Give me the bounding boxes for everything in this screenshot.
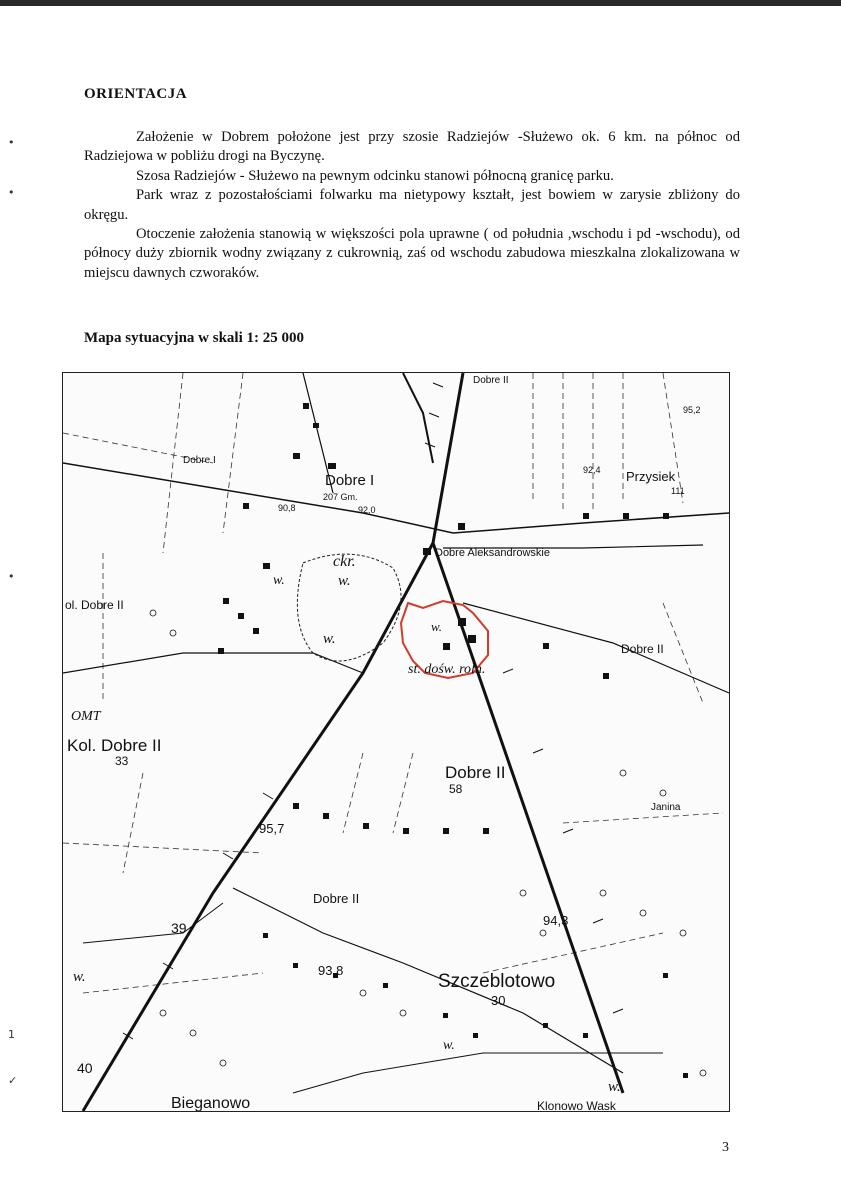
map-label: Dobre II (473, 375, 509, 386)
page-number: 3 (722, 1140, 729, 1155)
map-label: 111 (671, 486, 685, 496)
map-label: Janina (651, 802, 681, 813)
map-label: Bieganowo (171, 1095, 251, 1111)
map-label: Dobre I (325, 472, 375, 489)
map-label: Dobre II (445, 763, 506, 782)
map-label: w. (443, 1038, 455, 1053)
map-label: 33 (115, 754, 129, 768)
margin-mark: • (8, 136, 15, 149)
map-label: 207 Gm. (323, 492, 358, 502)
map-heading: Mapa sytuacyjna w skali 1: 25 000 (84, 330, 305, 346)
paragraph: Park wraz z pozostałościami folwarku ma nietypowy kształt, jest bowiem w zarysie zbliżony do okręgu. (84, 187, 740, 223)
map-drawing (63, 373, 729, 1111)
map-label: Dobre II (313, 891, 360, 906)
paragraph: Szosa Radziejów - Służewo na pewnym odcinku stanowi północną granicę parku. (136, 167, 614, 184)
map-label: 39 (171, 920, 187, 936)
map-label: 92,0 (358, 505, 376, 515)
map-label: OMT (71, 709, 101, 724)
map-label: 90,8 (278, 503, 296, 513)
margin-mark: ✓ (8, 1074, 18, 1087)
map-label: w. (431, 619, 442, 634)
margin-mark: 1 (8, 1028, 15, 1041)
map-label: w. (608, 1079, 621, 1095)
map-label: Kol. Dobre II (67, 736, 162, 755)
map-label: Dobre I (183, 455, 216, 466)
water-reservoir (297, 554, 401, 661)
map-label: w. (338, 573, 351, 589)
map-label: Przysiek (626, 469, 676, 484)
map-label: w. (323, 631, 336, 647)
section-heading: ORIENTACJA (84, 86, 188, 102)
map-dots (150, 610, 706, 1076)
map-label: ol. Dobre II (65, 598, 124, 612)
map-label: 95,7 (259, 821, 285, 836)
map-label: Dobre II (621, 642, 664, 656)
map-label: ckr. (333, 553, 356, 570)
map-label: w. (273, 573, 285, 588)
map-label: st. dośw. roln. (408, 662, 486, 677)
margin-mark: • (8, 570, 15, 583)
map-label: Dobre Aleksandrowskie (435, 547, 550, 559)
orientation-text (84, 128, 740, 283)
map-label: Klonowo Wask (537, 1099, 616, 1111)
paragraph: Założenie w Dobrem położone jest przy szosie Radziejów -Służewo ok. 6 km. na północ od Radziejowa w pobliżu drogi na Byczynę. (84, 129, 740, 165)
map-label: 30 (491, 993, 506, 1008)
margin-mark: • (8, 186, 15, 199)
map-label: 40 (77, 1060, 93, 1076)
paragraph: Otoczenie założenia stanowią w większości pola uprawne ( od południa ,wschodu i pd -wschodu), od północy duży zbiornik wodny związany z cukrownią, zaś od wschodu zabudowa mieszkalna zlokalizowana w miejscu dawnych czworaków. (84, 226, 740, 281)
map-label: Szczeblotowo (438, 971, 556, 992)
field-boundaries (63, 373, 723, 993)
situation-map (62, 372, 730, 1112)
map-label: 94,3 (543, 913, 569, 928)
scan-top-edge (0, 0, 841, 6)
map-label: 92,4 (583, 465, 601, 475)
map-label: 93,8 (318, 963, 344, 978)
map-label: w. (73, 969, 86, 985)
map-label: 95,2 (683, 405, 701, 415)
map-label: 58 (449, 782, 463, 796)
